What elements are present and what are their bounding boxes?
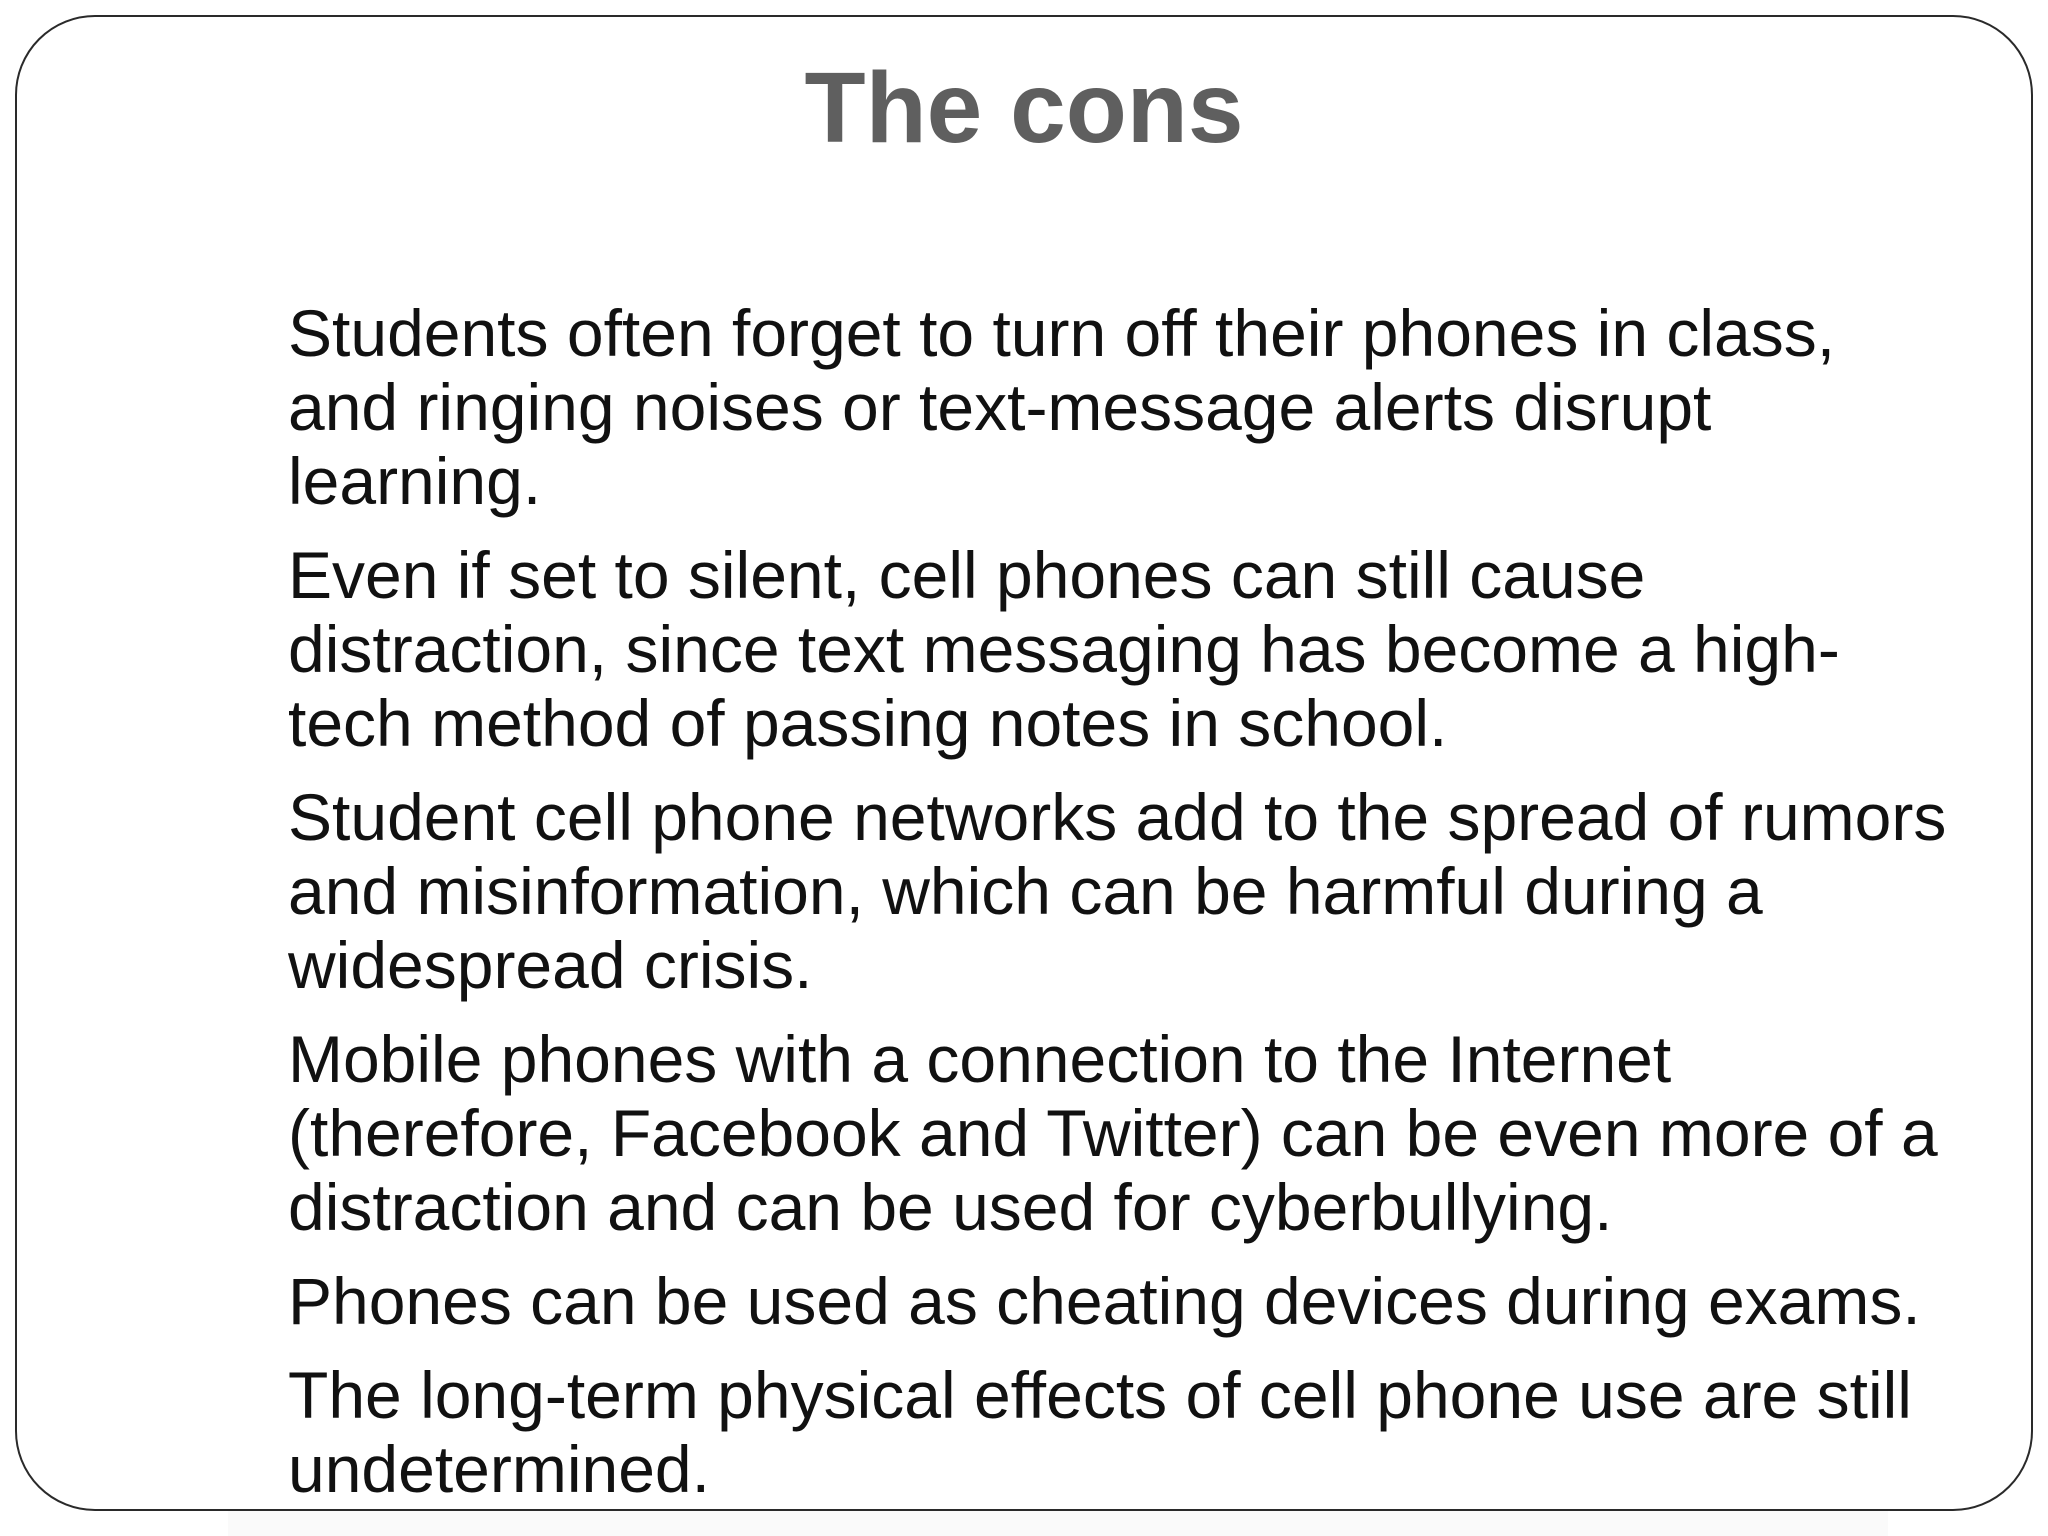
bullet-item bbox=[288, 1022, 1948, 1244]
bullet-list bbox=[288, 296, 1948, 1536]
bullet-item bbox=[288, 780, 1948, 1002]
bullet-item bbox=[288, 1264, 1948, 1338]
bullet-text: Mobile phones with a connection to the Internet (therefore, Facebook and Twitter) can be even more of a distraction and can be used for cyberbullying. bbox=[288, 1022, 1938, 1244]
bullet-text: The long-term physical effects of cell phone use are still undetermined. bbox=[288, 1358, 1912, 1506]
bullet-text: Even if set to silent, cell phones can still cause distraction, since text messaging has become a high-tech method of passing notes in school. bbox=[288, 538, 1840, 760]
slide-title: The cons bbox=[804, 52, 1244, 164]
bullet-text: Phones can be used as cheating devices during exams. bbox=[288, 1264, 1921, 1338]
bullet-item bbox=[288, 538, 1948, 760]
bullet-text: Students often forget to turn off their phones in class, and ringing noises or text-message alerts disrupt learning. bbox=[288, 296, 1836, 518]
bullet-item bbox=[288, 1358, 1948, 1506]
bullet-text: Student cell phone networks add to the spread of rumors and misinformation, which can be harmful during a widespread crisis. bbox=[288, 780, 1947, 1002]
bullet-item bbox=[288, 296, 1948, 518]
